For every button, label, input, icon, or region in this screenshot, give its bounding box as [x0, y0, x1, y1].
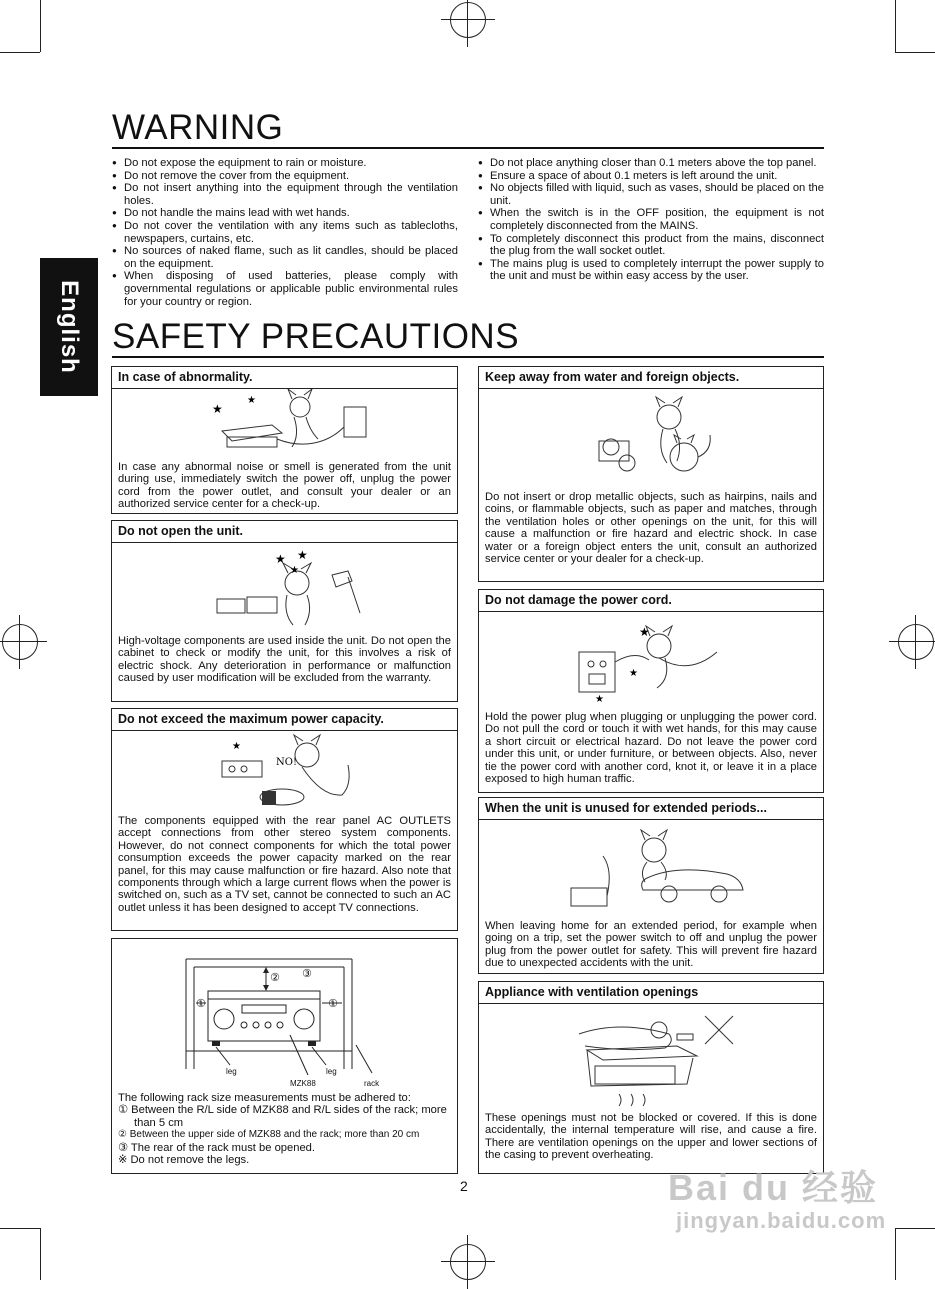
rack-label-n1-right: ① — [328, 998, 338, 1010]
svg-text:★: ★ — [297, 548, 308, 562]
open-unit-text: High-voltage components are used inside the unit. Do not open the cabinet to check or modify the unit, for this involves a risk of electric shock. Any deterioration in performance or malfunction caused by user modification will be excluded from the warranty. — [118, 635, 451, 685]
warning-item: ● When the switch is in the OFF position, the equipment is not completely disconnected from the MAINS. — [478, 207, 824, 232]
rack-item-4: ※ Do not remove the legs. — [118, 1154, 250, 1167]
rack-intro: The following rack size measurements must be adhered to: — [118, 1092, 411, 1104]
svg-text:★: ★ — [275, 552, 286, 566]
registration-mark — [450, 1244, 486, 1280]
abnormality-heading: In case of abnormality. — [112, 367, 457, 389]
crop-mark — [895, 52, 935, 53]
page-number: 2 — [460, 1178, 468, 1194]
unused-box — [478, 797, 824, 974]
crop-mark — [895, 1228, 896, 1280]
warning-item: ● Do not insert anything into the equipment through the ventilation holes. — [112, 182, 458, 207]
crop-mark — [895, 0, 896, 52]
svg-text:★: ★ — [232, 741, 241, 752]
warning-item: ● The mains plug is used to completely interrupt the power supply to the unit and must be within easy access by the user. — [478, 258, 824, 283]
rack-label-rack: rack — [364, 1079, 380, 1088]
rack-requirements — [118, 1092, 451, 1166]
warning-list-left — [112, 157, 458, 308]
svg-text:★: ★ — [595, 694, 604, 705]
warning-item: ● Do not handle the mains lead with wet hands. — [112, 207, 458, 220]
rack-label-leg-right: leg — [326, 1067, 337, 1076]
warning-item: ● To completely disconnect this product from the mains, disconnect the plug from the wall socket outlet. — [478, 233, 824, 258]
warning-title: WARNING — [112, 108, 284, 147]
crop-mark — [895, 1228, 935, 1229]
warning-rule — [112, 147, 824, 149]
warning-list-right — [478, 157, 824, 283]
rack-item-1: ① Between the R/L side of MZK88 and R/L sides of the rack; more than 5 cm — [118, 1104, 447, 1129]
open-unit-heading: Do not open the unit. — [112, 521, 457, 543]
water-text: Do not insert or drop metallic objects, such as hairpins, nails and coins, or flammable objects, such as paper and matches, through the ventilation holes or other openings on the unit, for this will cause a malfunction or fire hazard and electric shock. In case water or a foreign object enters the unit, consult an authorized service center or your dealer for a check-up. — [485, 491, 817, 566]
rack-item-3: ③ The rear of the rack must be opened. — [118, 1141, 316, 1154]
language-tab-label: English — [56, 280, 84, 374]
svg-text:★: ★ — [212, 402, 223, 416]
power-cord-text: Hold the power plug when plugging or unplugging the power cord. Do not pull the cord or touch it with wet hands, for this may cause a short circuit or electrical hazard. Do not leave the power cord under this unit, or under furniture, or between objects. Also, never tie the power cord with another cord, knot it, or leave it in a place exposed to high human traffic. — [485, 711, 817, 786]
power-cord-heading: Do not damage the power cord. — [479, 590, 823, 612]
power-cord-illustration — [479, 612, 823, 710]
open-unit-box — [111, 520, 458, 702]
safety-rule — [112, 356, 824, 358]
ventilation-text: These openings must not be blocked or covered. If this is done accidentally, the internal temperature will rise, and cause a fire. There are ventilation openings on the upper and lower sections of the casing to prevent overheating. — [485, 1112, 817, 1162]
safety-title: SAFETY PRECAUTIONS — [112, 317, 520, 356]
ventilation-heading: Appliance with ventilation openings — [479, 982, 823, 1004]
watermark-url: jingyan.baidu.com — [676, 1208, 887, 1233]
water-heading: Keep away from water and foreign objects. — [479, 367, 823, 389]
rack-label-n3: ③ — [302, 968, 312, 980]
crop-mark — [40, 0, 41, 52]
max-power-heading: Do not exceed the maximum power capacity. — [112, 709, 457, 731]
rack-item-2: ② Between the upper side of MZK88 and the rack; more than 20 cm — [118, 1129, 420, 1141]
rack-label-leg-left: leg — [226, 1067, 237, 1076]
rack-label-model: MZK88 — [290, 1079, 316, 1088]
watermark-brand: Bai du 经验 — [668, 1167, 879, 1208]
rack-box — [111, 938, 458, 1174]
registration-mark — [450, 2, 486, 38]
svg-text:★: ★ — [629, 668, 638, 679]
warning-item: ● Ensure a space of about 0.1 meters is left around the unit. — [478, 170, 824, 183]
warning-item: ● No sources of naked flame, such as lit candles, should be placed on the equipment. — [112, 245, 458, 270]
warning-item: ● No objects filled with liquid, such as vases, should be placed on the unit. — [478, 182, 824, 207]
warning-item: ● Do not remove the cover from the equipment. — [112, 170, 458, 183]
ventilation-illustration — [479, 1004, 823, 1114]
svg-text:★: ★ — [290, 565, 299, 576]
registration-mark — [898, 624, 934, 660]
max-power-box — [111, 708, 458, 931]
crop-mark — [0, 52, 40, 53]
registration-mark — [2, 624, 38, 660]
rack-label-n1-left: ① — [196, 998, 206, 1010]
warning-item: ● Do not place anything closer than 0.1 meters above the top panel. — [478, 157, 824, 170]
unused-heading: When the unit is unused for extended periods... — [479, 798, 823, 820]
abnormality-illustration — [112, 389, 457, 459]
ventilation-box — [478, 981, 824, 1174]
max-power-text: The components equipped with the rear panel AC OUTLETS accept connections from other stereo system components. However, do not connect components for which the total power consumption exceeds the power capacity marked on the rear panel, for this may cause malfunction or fire hazard. Also note that components through which a large current flows when the power is switched on, such as a TV set, cannot be connected to such an AC outlet unless it has been designed to accept TV connections. — [118, 815, 451, 914]
power-cord-box — [478, 589, 824, 793]
unused-text: When leaving home for an extended period, for example when going on a trip, set the power switch to off and unplug the power plug from the power outlet for safety. This will prevent fire hazard due to unexpected accidents with the unit. — [485, 920, 817, 970]
rack-diagram — [112, 939, 457, 1089]
max-power-no-label: NO! — [276, 757, 297, 768]
max-power-illustration — [112, 731, 457, 815]
abnormality-box — [111, 366, 458, 514]
water-illustration — [479, 389, 823, 489]
crop-mark — [40, 1228, 41, 1280]
abnormality-text: In case any abnormal noise or smell is generated from the unit during use, immediately switch the power off, unplug the power cord from the power outlet, and consult your dealer or an authorized service center for a check-up. — [118, 461, 451, 511]
water-box — [478, 366, 824, 582]
open-unit-illustration — [112, 543, 457, 635]
crop-mark — [0, 1228, 40, 1229]
warning-item: ● Do not expose the equipment to rain or moisture. — [112, 157, 458, 170]
language-tab — [40, 258, 98, 396]
rack-label-n2: ② — [270, 972, 280, 984]
warning-item: ● When disposing of used batteries, please comply with governmental regulations or applicable public environmental rules for your country or region. — [112, 270, 458, 308]
warning-item: ● Do not cover the ventilation with any items such as tablecloths, newspapers, curtains, etc. — [112, 220, 458, 245]
svg-text:★: ★ — [639, 625, 650, 639]
svg-text:★: ★ — [247, 395, 256, 406]
unused-illustration — [479, 820, 823, 918]
